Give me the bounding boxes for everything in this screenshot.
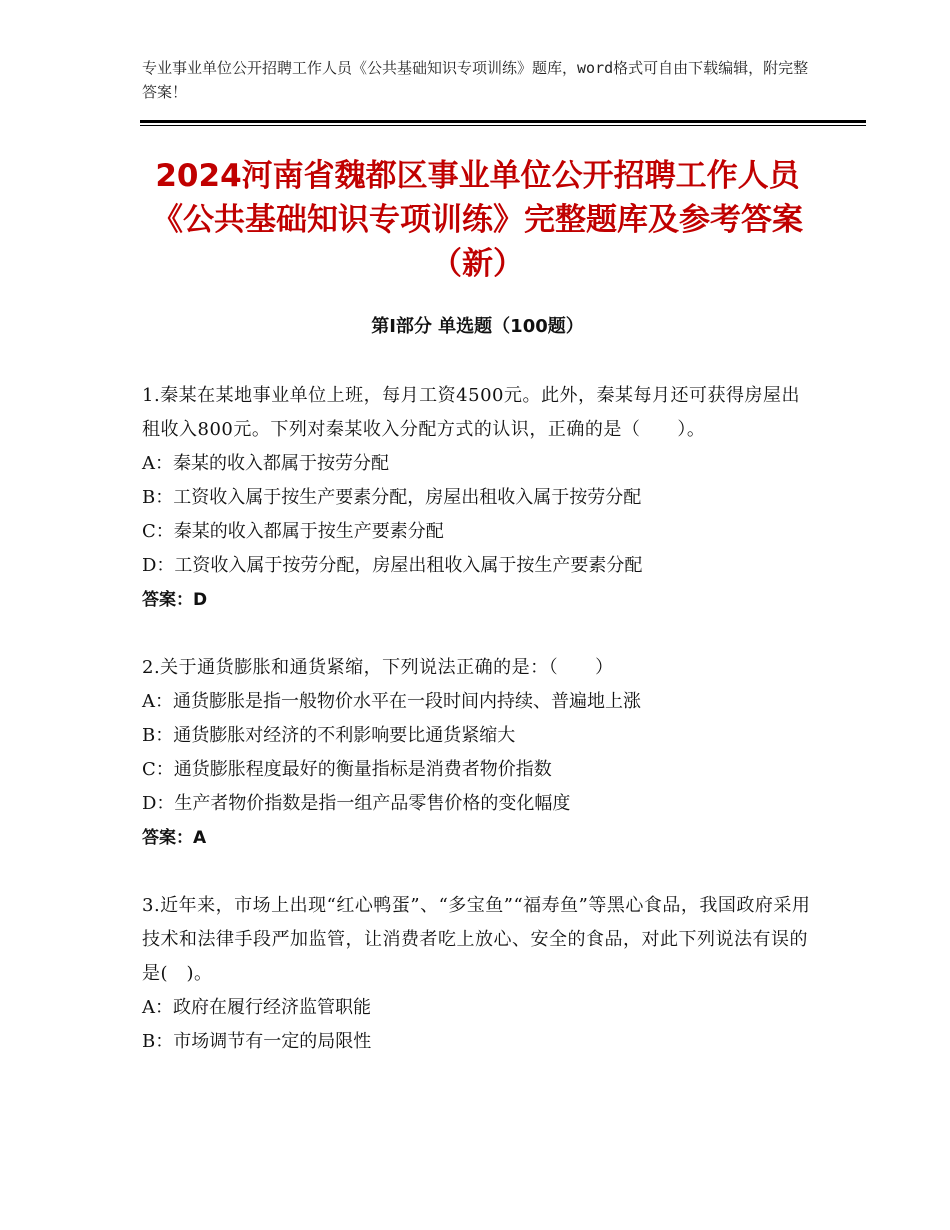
option-d: D：生产者物价指数是指一组产品零售价格的变化幅度: [142, 793, 571, 814]
answer: 答案：D: [142, 590, 208, 610]
answer: 答案：A: [142, 828, 207, 848]
question-2: [142, 651, 814, 855]
header-note: 专业事业单位公开招聘工作人员《公共基础知识专项训练》题库，word格式可自由下载编辑，附完整答案！: [142, 59, 809, 101]
question-1: [142, 379, 814, 617]
option-c: C：通货膨胀程度最好的衡量指标是消费者物价指数: [142, 759, 552, 780]
question-text: 1.秦某在某地事业单位上班，每月工资4500元。此外，秦某每月还可获得房屋出租收入800元。下列对秦某收入分配方式的认识，正确的是（ ）。: [142, 385, 800, 440]
document-title: 2024河南省魏都区事业单位公开招聘工作人员《公共基础知识专项训练》完整题库及参考答案（新）: [152, 158, 803, 282]
option-c: C：秦某的收入都属于按生产要素分配: [142, 521, 444, 542]
option-b: B：通货膨胀对经济的不利影响要比通货紧缩大: [142, 725, 516, 746]
option-d: D：工资收入属于按劳分配，房屋出租收入属于按生产要素分配: [142, 555, 643, 576]
option-b: B：工资收入属于按生产要素分配，房屋出租收入属于按劳分配: [142, 487, 642, 508]
header-rule-thick: [140, 120, 866, 123]
section-heading: 第Ⅰ部分 单选题（100题）: [371, 316, 584, 337]
option-a: A：通货膨胀是指一般物价水平在一段时间内持续、普遍地上涨: [142, 691, 641, 712]
question-stem: [142, 889, 814, 991]
question-text: 3.近年来，市场上出现“红心鸭蛋”、“多宝鱼”“福寿鱼”等黑心食品，我国政府采用技术和法律手段严加监管，让消费者吃上放心、安全的食品，对此下列说法有误的是( )。: [142, 895, 811, 984]
option-b: B：市场调节有一定的局限性: [142, 1031, 372, 1052]
question-3: [142, 889, 814, 1059]
question-text: 2.关于通货膨胀和通货紧缩，下列说法正确的是：（ ）: [142, 657, 614, 678]
option-a: A：政府在履行经济监管职能: [142, 997, 371, 1018]
option-a: A：秦某的收入都属于按劳分配: [142, 453, 389, 474]
header-rule-thin: [140, 125, 866, 126]
question-stem: [142, 651, 814, 685]
question-list: [142, 379, 814, 1093]
question-stem: [142, 379, 814, 447]
